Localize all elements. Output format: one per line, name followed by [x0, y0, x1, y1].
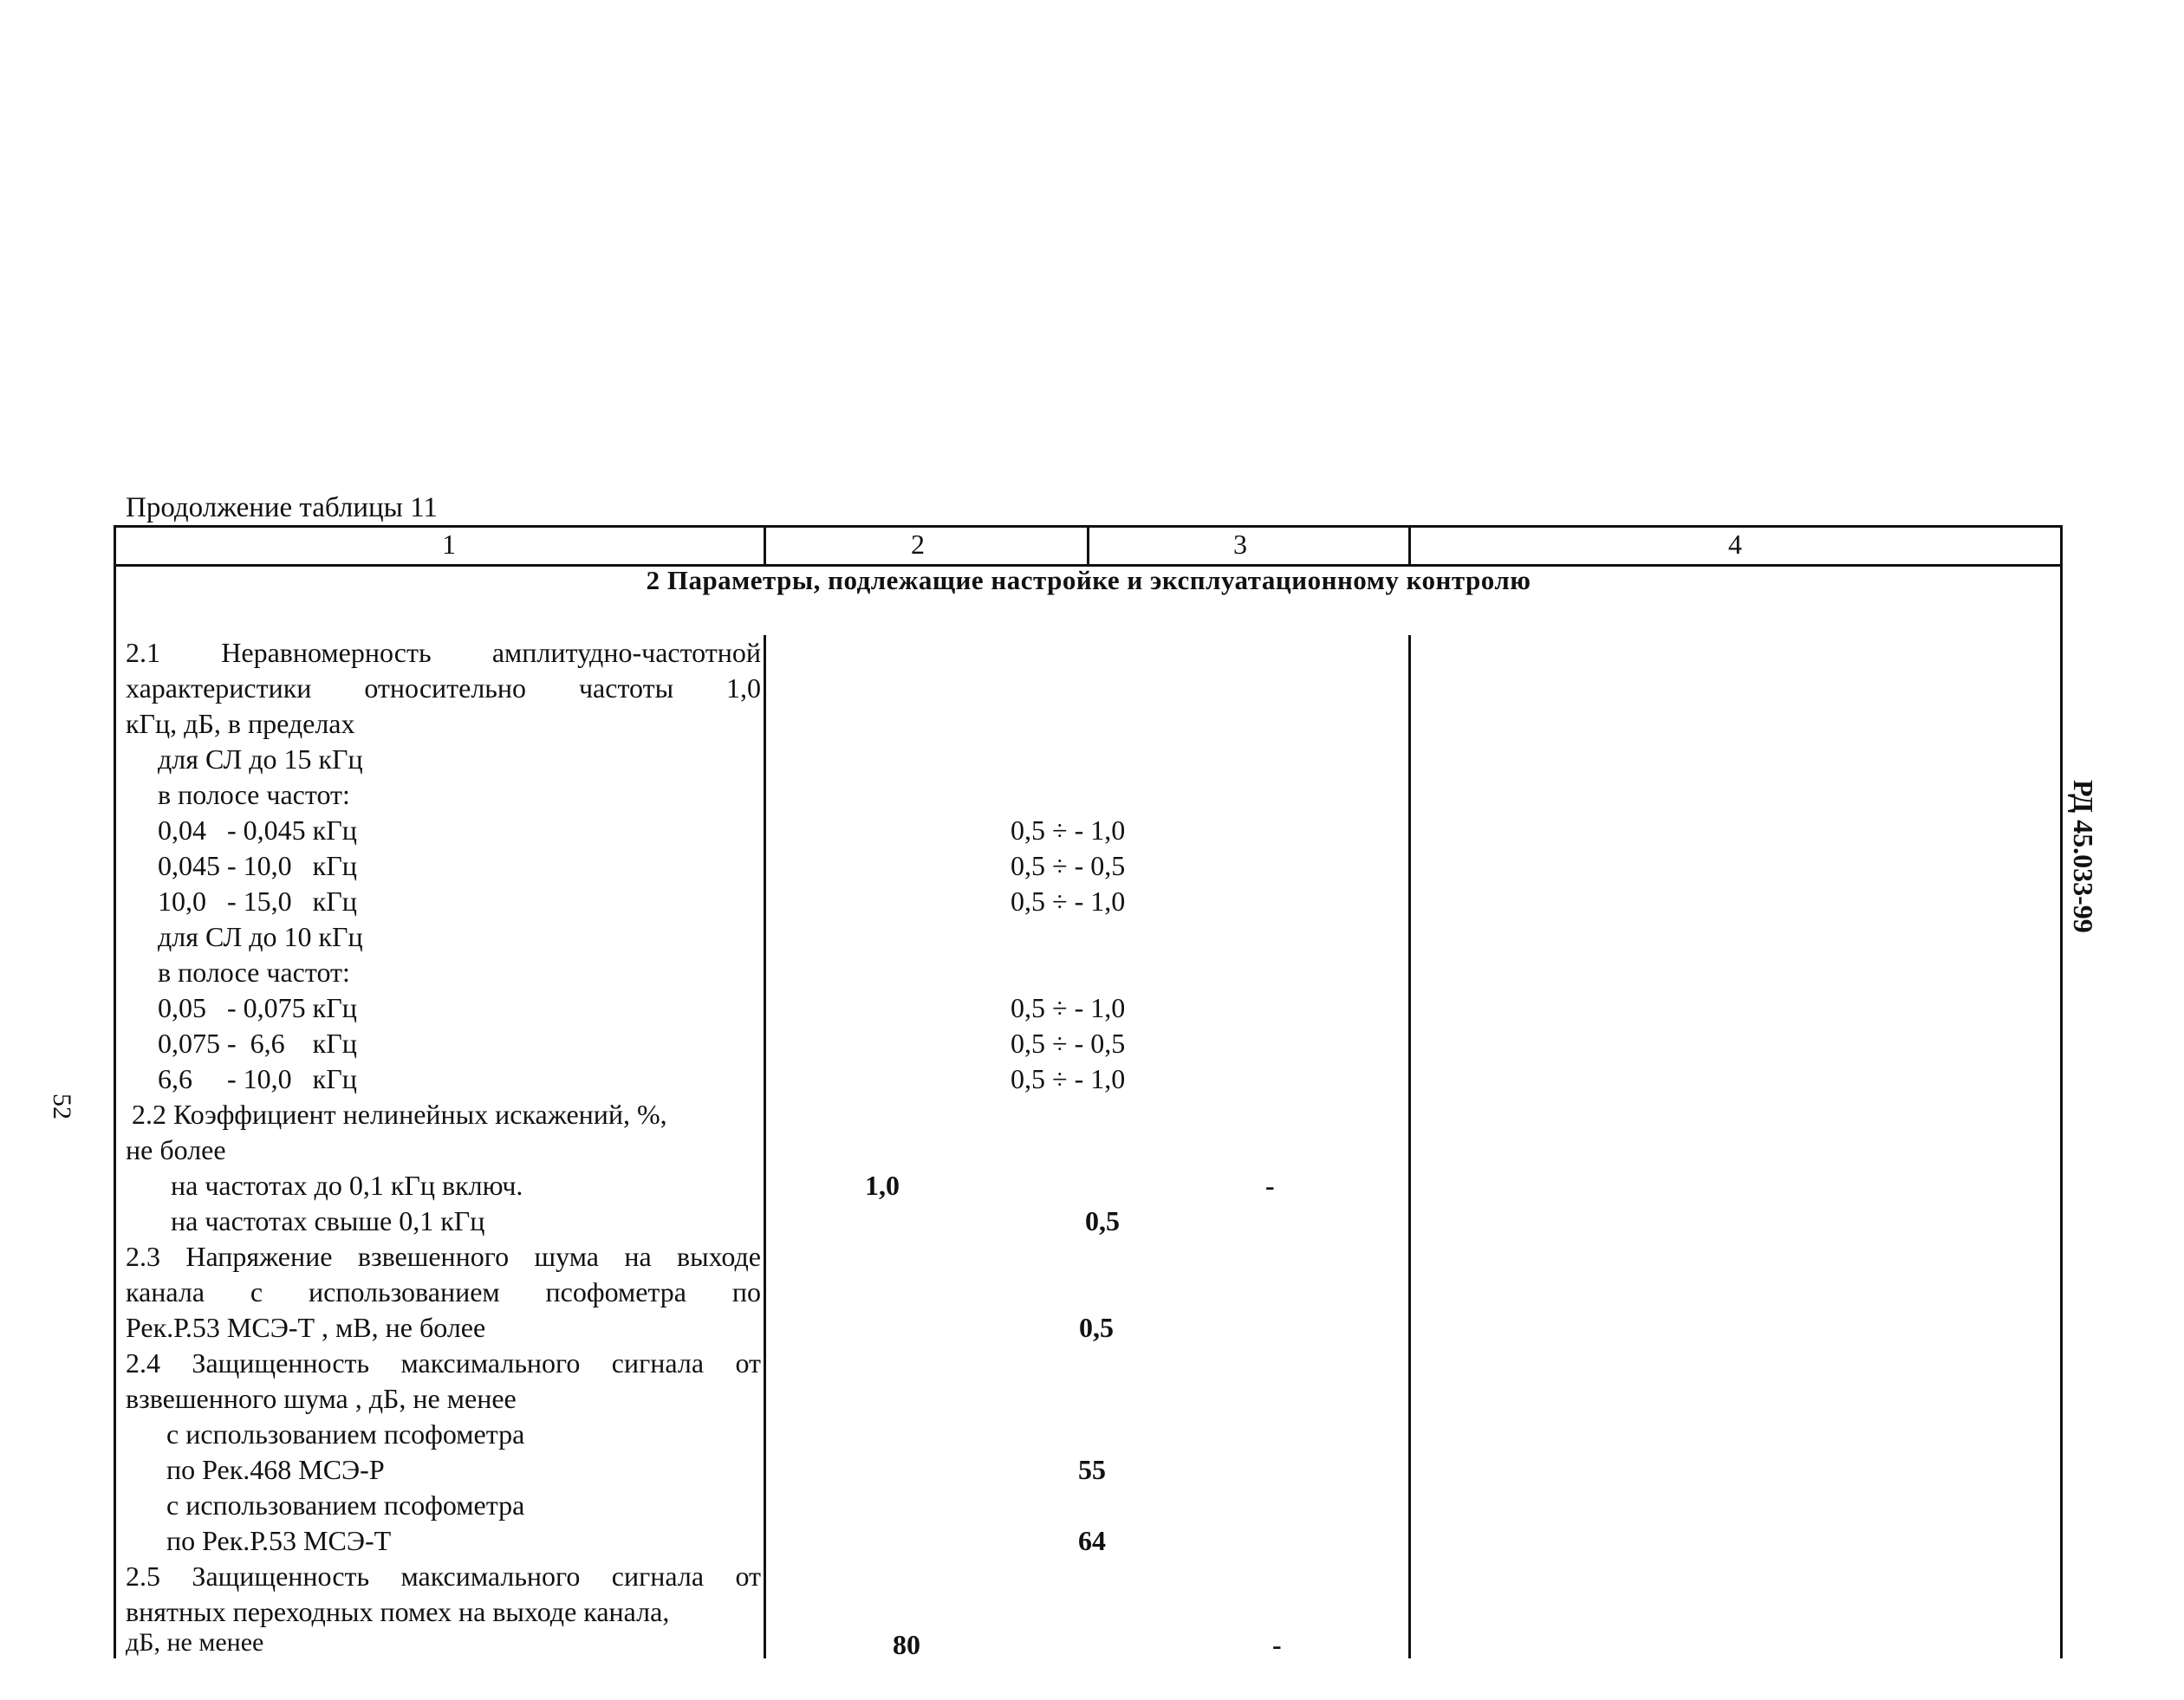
word: Защищенность [192, 1560, 370, 1592]
row-2-2-line-2: не более [126, 1134, 226, 1165]
word: использованием [309, 1276, 500, 1307]
row-2-4-line-1 [126, 1347, 761, 1379]
word: сигнала [611, 1560, 705, 1592]
section-title: 2 Параметры, подлежащие настройке и эксплуатационному контролю [646, 565, 1531, 595]
row-2-3-line-1 [126, 1241, 761, 1273]
row-2-5-line-2: внятных переходных помех на выходе канала, [126, 1596, 670, 1627]
row-2-1-sl15: для СЛ до 15 кГц [158, 743, 363, 775]
word: 2.1 [126, 637, 160, 668]
word: максимального [400, 1347, 581, 1379]
page-number: 52 [48, 1093, 76, 1119]
word: максимального [400, 1560, 581, 1592]
word: от [735, 1560, 761, 1592]
word: характеристики [126, 672, 312, 704]
row-2-1-line-3: кГц, дБ, в пределах [126, 708, 355, 739]
row-2-2-sub-2: на частотах свыше 0,1 кГц [171, 1205, 485, 1236]
row-2-1-value-3: 0,5 ÷ - 1,0 [1011, 886, 1126, 917]
row-2-4-sub-1: с использованием псофометра [166, 1418, 525, 1450]
row-2-3-value: 0,5 [1079, 1312, 1114, 1343]
row-2-1-line-2 [126, 672, 761, 704]
row-2-1-band-label-1: в полосе частот: [158, 779, 350, 810]
word: сигнала [611, 1347, 705, 1379]
word: псофометра [545, 1276, 686, 1307]
row-2-2-sub-1: на частотах до 0,1 кГц включ. [171, 1170, 523, 1201]
word: Неравномерность [221, 637, 432, 668]
row-2-4-value-1: 55 [1078, 1454, 1106, 1485]
row-2-2-sub-2-value: 0,5 [1085, 1205, 1120, 1236]
word: с [250, 1276, 263, 1307]
row-2-1-freq-2: 0,045 - 10,0 кГц [158, 850, 357, 881]
row-2-1-value-4: 0,5 ÷ - 1,0 [1011, 992, 1126, 1023]
header-divider-3-4 [1408, 525, 1411, 566]
column-header-3: 3 [1233, 529, 1247, 560]
word: взвешенного [357, 1241, 510, 1272]
row-2-3-line-2 [126, 1276, 761, 1308]
table-right-border [2060, 525, 2063, 1658]
word: частоты [578, 672, 674, 704]
row-2-5-col2: 80 [893, 1629, 920, 1660]
column-header-2: 2 [911, 529, 925, 560]
row-2-1-freq-3: 10,0 - 15,0 кГц [158, 886, 357, 917]
row-2-1-value-6: 0,5 ÷ - 1,0 [1011, 1063, 1126, 1094]
row-2-1-value-2: 0,5 ÷ - 0,5 [1011, 850, 1126, 881]
row-2-2-line-1: 2.2 Коэффициент нелинейных искажений, %, [132, 1099, 667, 1130]
row-2-1-freq-6: 6,6 - 10,0 кГц [158, 1063, 357, 1094]
word: канала [126, 1276, 205, 1307]
row-2-1-freq-1: 0,04 - 0,045 кГц [158, 814, 357, 846]
row-2-1-band-label-2: в полосе частот: [158, 957, 350, 988]
row-2-5-line-1 [126, 1560, 761, 1593]
row-2-1-value-1: 0,5 ÷ - 1,0 [1011, 814, 1126, 846]
word: 1,0 [725, 672, 761, 704]
row-2-1-line-1 [126, 637, 761, 669]
body-divider-col1 [764, 635, 766, 1658]
word: Защищенность [192, 1347, 370, 1379]
word: амплитудно-частотной [491, 637, 761, 668]
row-2-5-col3: - [1272, 1629, 1282, 1660]
word: шума [534, 1241, 599, 1272]
row-2-4-sub-3: с использованием псофометра [166, 1489, 525, 1521]
row-2-3-line-3: Рек.Р.53 МСЭ-Т , мВ, не более [126, 1312, 486, 1343]
table-left-border [114, 525, 116, 1658]
document-code: РД 45.033-99 [2068, 780, 2099, 933]
column-header-1: 1 [442, 529, 456, 560]
word: 2.5 [126, 1560, 160, 1592]
row-2-1-freq-5: 0,075 - 6,6 кГц [158, 1028, 357, 1059]
word: относительно [364, 672, 527, 704]
row-2-4-line-2: взвешенного шума , дБ, не менее [126, 1383, 517, 1414]
word: выходе [677, 1241, 761, 1272]
row-2-2-sub-1-col3: - [1265, 1170, 1275, 1201]
row-2-2-sub-1-col2: 1,0 [865, 1170, 900, 1201]
column-header-4: 4 [1728, 529, 1742, 560]
word: от [735, 1347, 761, 1379]
header-divider-2-3 [1087, 525, 1089, 566]
word: 2.4 [126, 1347, 160, 1379]
table-caption: Продолжение таблицы 11 [126, 492, 438, 523]
row-2-5-line-3: дБ, не менее [126, 1628, 264, 1657]
body-divider-col3 [1408, 635, 1411, 1658]
row-2-4-sub-2: по Рек.468 МСЭ-Р [166, 1454, 385, 1485]
row-2-1-sl10: для СЛ до 10 кГц [158, 921, 363, 952]
word: Напряжение [185, 1241, 333, 1272]
word: на [624, 1241, 652, 1272]
row-2-4-value-2: 64 [1078, 1525, 1106, 1556]
row-2-4-sub-4: по Рек.Р.53 МСЭ-Т [166, 1525, 392, 1556]
header-divider-1-2 [764, 525, 766, 566]
word: 2.3 [126, 1241, 160, 1272]
row-2-1-value-5: 0,5 ÷ - 0,5 [1011, 1028, 1126, 1059]
row-2-1-freq-4: 0,05 - 0,075 кГц [158, 992, 357, 1023]
word: по [731, 1276, 761, 1307]
